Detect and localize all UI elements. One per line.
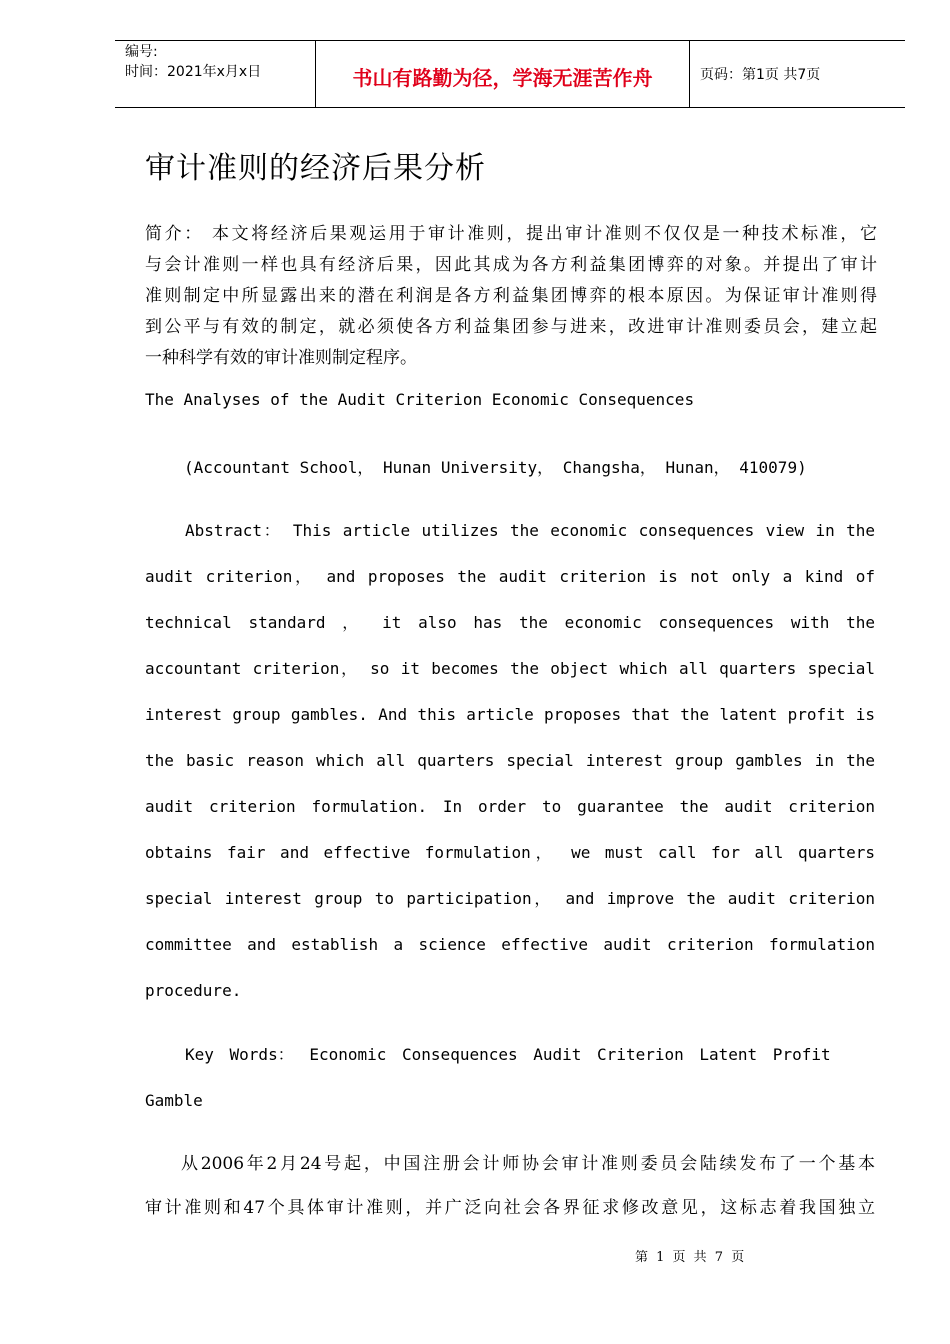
keywords-line: Key Words： Economic Consequences Audit Criterion Latent Profit [185, 1045, 831, 1064]
abstract-line: procedure. [145, 981, 242, 1000]
page-footer: 第 1 页 共 7 页 [635, 1250, 745, 1265]
header-motto-cell [316, 41, 690, 107]
summary-line: 一种科学有效的审计准则制定程序。 [145, 348, 417, 368]
abstract-line: committee and establish a science effective audit criterion formulation [145, 935, 875, 954]
header-table [115, 40, 905, 108]
body-paragraph [145, 1142, 875, 1230]
summary-line: 与会计准则一样也具有经济后果，因此其成为各方利益集团博弈的对象。并提出了审计 [145, 255, 877, 275]
header-page-info: 页码：第1页 共7页 [700, 67, 821, 83]
document-time-label: 时间：2021年x月x日 [125, 64, 262, 80]
summary-line: 到公平与有效的制定，就必须使各方利益集团参与进来，改进审计准则委员会，建立起 [145, 317, 877, 337]
abstract-line: interest group gambles. And this article proposes that the latent profit is [145, 705, 875, 724]
header-page-cell [690, 41, 905, 107]
document-title: 审计准则的经济后果分析 [145, 151, 486, 186]
abstract-line: audit criterion， and proposes the audit criterion is not only a kind of [145, 567, 875, 586]
abstract-line: special interest group to participation， and improve the audit criterion [145, 889, 875, 908]
abstract-line: obtains fair and effective formulation， we must call for all quarters [145, 843, 875, 862]
english-abstract [145, 508, 875, 1014]
abstract-line: the basic reason which all quarters special interest group gambles in the [145, 751, 875, 770]
summary-line: 准则制定中所显露出来的潜在利润是各方利益集团博弈的根本原因。为保证审计准则得 [145, 286, 877, 306]
header-meta-cell [115, 41, 316, 107]
document-number-label: 编号: [125, 44, 158, 60]
abstract-line: audit criterion formulation. In order to guarantee the audit criterion [145, 797, 875, 816]
header-motto: 书山有路勤为径，学海无涯苦作舟 [352, 65, 653, 90]
chinese-summary [145, 219, 877, 374]
keywords-line: Gamble [145, 1091, 203, 1110]
affiliation: (Accountant School， Hunan University， Changsha， Hunan， 410079) [184, 458, 807, 477]
abstract-line: technical standard ， it also has the economic consequences with the [145, 613, 875, 632]
english-title: The Analyses of the Audit Criterion Economic Consequences [145, 390, 695, 409]
keywords [145, 1032, 875, 1124]
abstract-line: accountant criterion， so it becomes the object which all quarters special [145, 659, 875, 678]
abstract-line: Abstract： This article utilizes the economic consequences view in the [185, 521, 875, 540]
summary-line: 简介： 本文将经济后果观运用于审计准则，提出审计准则不仅仅是一种技术标准，它 [145, 224, 877, 244]
body-line: 审计准则和47个具体审计准则，并广泛向社会各界征求修改意见，这标志着我国独立 [145, 1198, 875, 1218]
body-line: 从2006年2月24号起，中国注册会计师协会审计准则委员会陆续发布了一个基本 [181, 1154, 875, 1174]
